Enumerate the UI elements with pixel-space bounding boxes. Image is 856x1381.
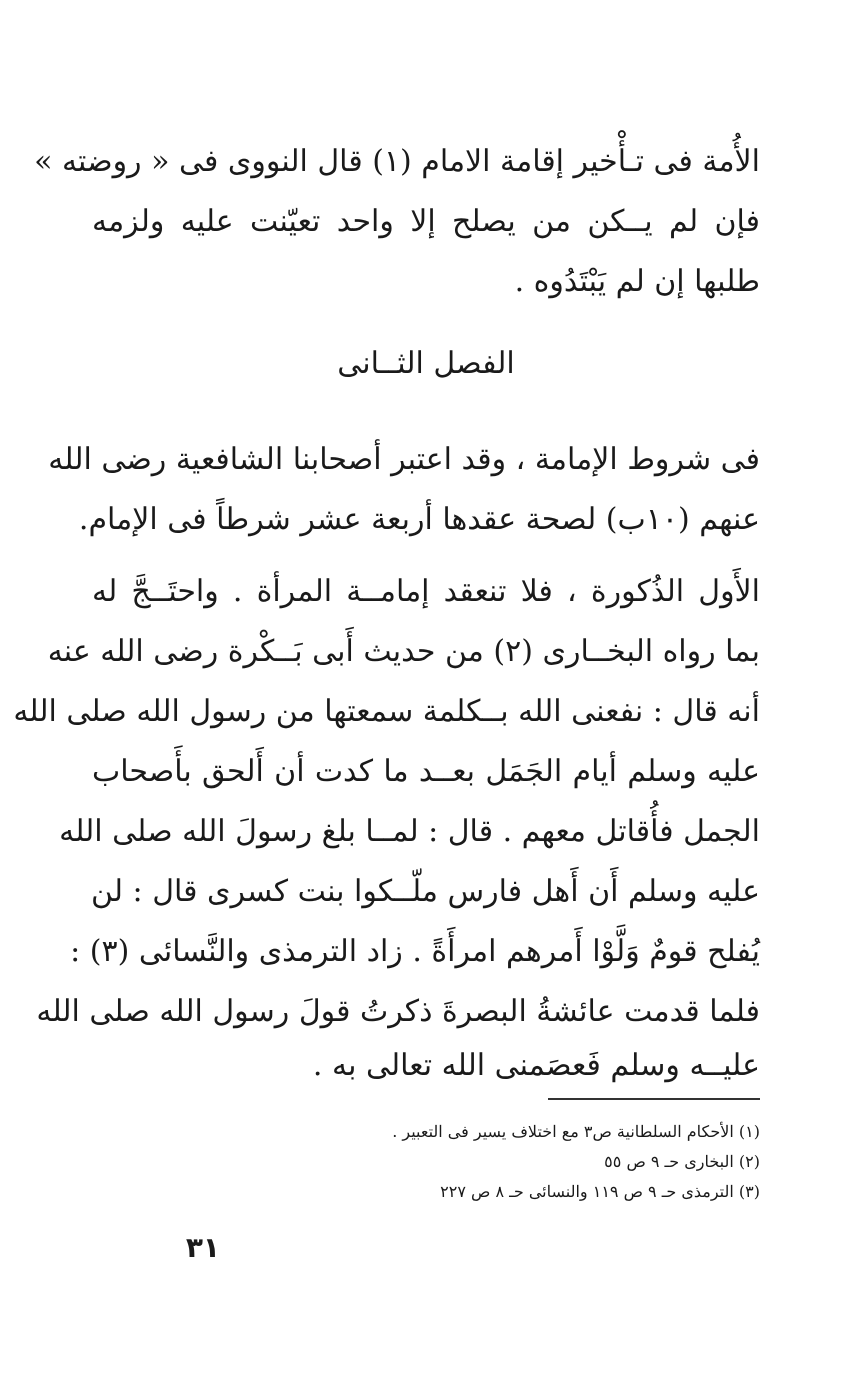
paragraph-3-line-1: الأَول الذُكورة ، فلا تنعقد إمامــة المرأة . واحتَــجَّ له — [92, 574, 760, 609]
paragraph-2-line-2: عنهم (١٠ب) لصحة عقدها أربعة عشر شرطاً فى الإمام. — [78, 502, 760, 537]
footnote-1: (١) الأحكام السلطانية ص٣ مع اختلاف يسير فى التعبير . — [392, 1122, 760, 1141]
footnote-separator — [548, 1098, 760, 1100]
paragraph-1-line-1: الأُمة فى تـأْخير إقامة الامام (١) قال النووى فى « روضته » — [34, 144, 760, 179]
paragraph-1-line-3: طلبها إن لم يَبْتَدُوه . — [514, 264, 760, 299]
paragraph-3-line-6: عليه وسلم أَن أَهل فارس ملّــكوا بنت كسرى قال : لن — [91, 874, 760, 909]
paragraph-3-line-9: عليــه وسلم فَعصَمنى الله تعالى به . — [312, 1048, 760, 1083]
page-number: ٣١ — [185, 1231, 220, 1264]
paragraph-3-line-4: عليه وسلم أيام الجَمَل بعــد ما كدت أن أَلحق بأَصحاب — [92, 754, 760, 789]
footnote-3: (٣) الترمذى حـ ٩ ص ١١٩ والنسائى حـ ٨ ص ٢٢٧ — [440, 1182, 760, 1201]
footnote-2: (٢) البخارى حـ ٩ ص ٥٥ — [604, 1152, 760, 1171]
paragraph-3-line-7: يُفلح قومٌ وَلَّوْا أَمرهم امرأَةً . زاد الترمذى والنَّسائى (٣) : — [70, 934, 760, 969]
paragraph-1-line-2: فإن لم يــكن من يصلح إلا واحد تعيّنت عليه ولزمه — [92, 204, 760, 239]
paragraph-3-line-8: فلما قدمت عائشةُ البصرةَ ذكرتُ قولَ رسول الله صلى الله — [36, 994, 760, 1029]
paragraph-2-line-1: فى شروط الإمامة ، وقد اعتبر أصحابنا الشافعية رضى الله — [48, 442, 760, 477]
section-title: الفصل الثــانى — [337, 346, 515, 381]
paragraph-3-line-3: أنه قال : نفعنى الله بــكلمة سمعتها من رسول الله صلى الله — [13, 694, 760, 729]
paragraph-3-line-2: بما رواه البخــارى (٢) من حديث أَبى بَــكْرة رضى الله عنه — [47, 634, 760, 669]
paragraph-3-line-5: الجمل فأُقاتل معهم . قال : لمــا بلغ رسولَ الله صلى الله — [59, 814, 760, 849]
